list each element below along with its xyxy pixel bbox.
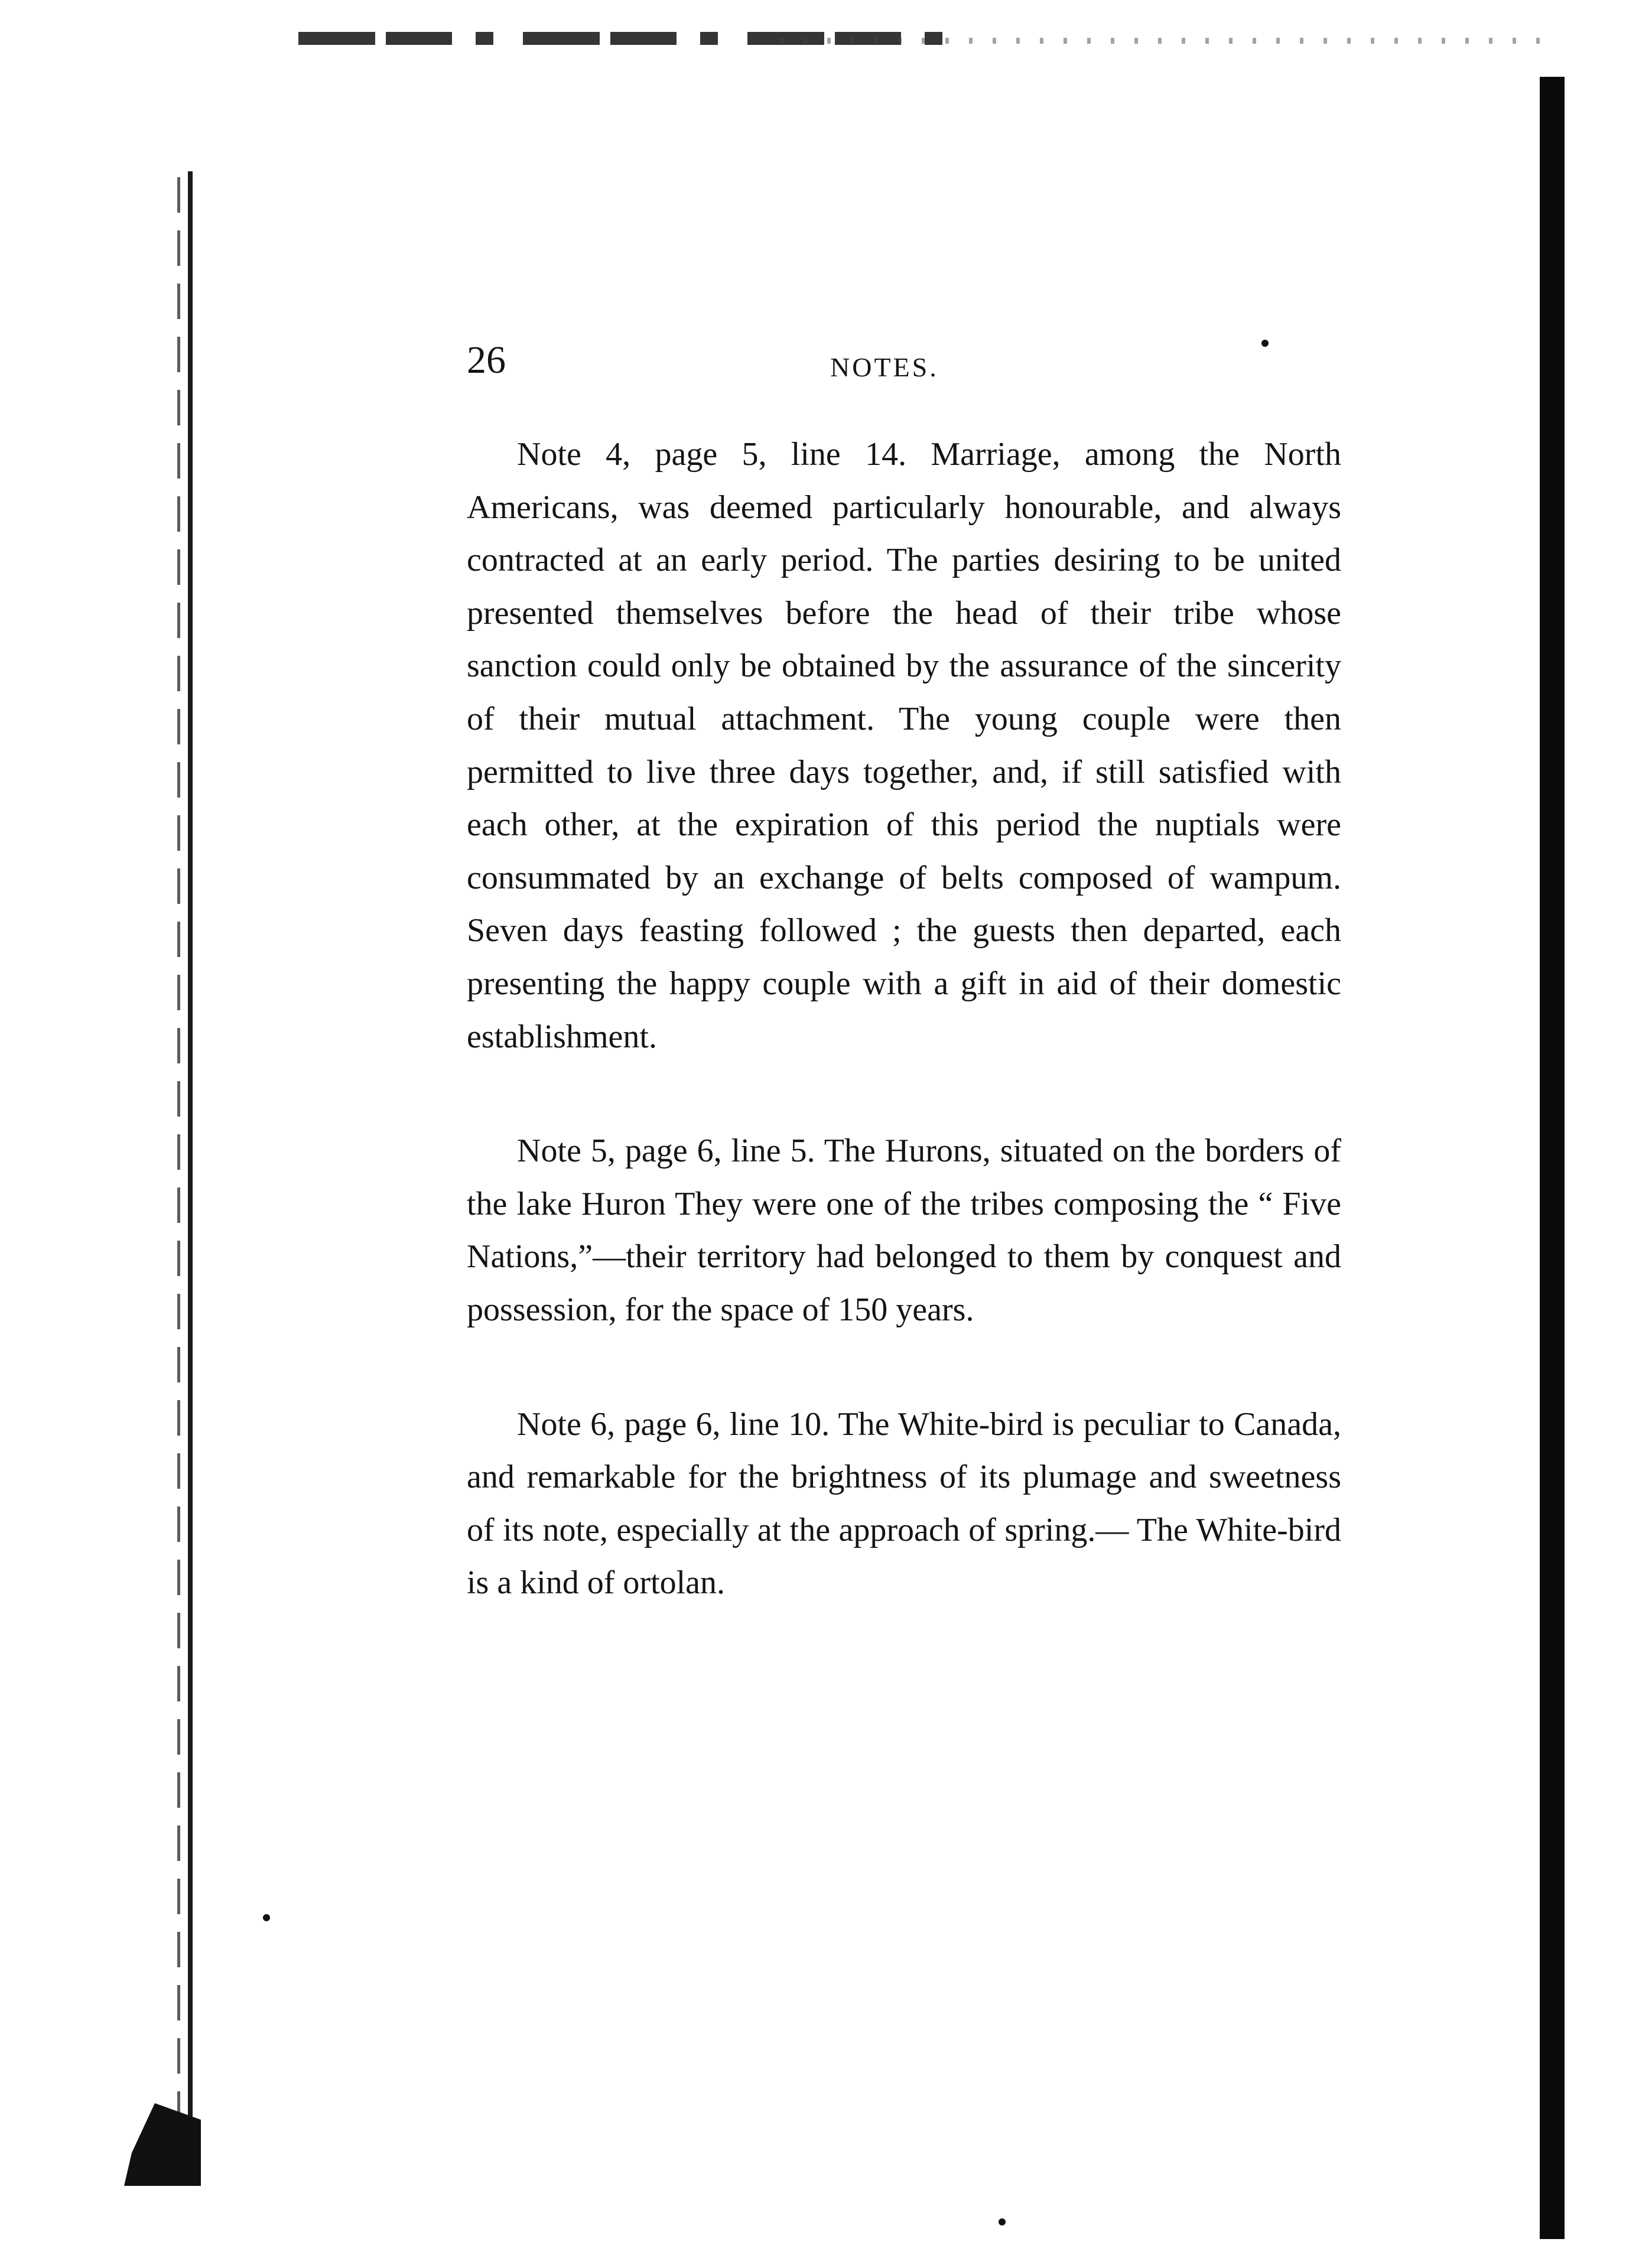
scan-speck xyxy=(263,1914,270,1921)
note-5-paragraph: Note 5, page 6, line 5. The Hurons, situated on the borders of the lake Huron They were one of the tribes composing the “ Five Nations,”—their territory had belonged to them by conquest and possession, for the space of 150 years. xyxy=(467,1133,1341,1328)
scan-noise-top xyxy=(780,38,1548,44)
scan-blot-bottom-left xyxy=(124,2103,201,2186)
running-title: NOTES. xyxy=(830,352,939,382)
note-6-paragraph: Note 6, page 6, line 10. The White-bird is peculiar to Canada, and remarkable for the brightness of its plumage and sweetness of its note, especially at the approach of spring.— The White-bird is a kind of ortolan. xyxy=(467,1405,1341,1602)
note-4-paragraph: Note 4, page 5, line 14. Marriage, among the North Americans, was deemed particularly honourable, and always contracted at an early period. The parties desiring to be united presented themselves before the head of their tribe whose sanction could only be obtained by the assurance of the sincerity of their mutual attachment. The young couple were then permitted to live three days together, and, if still satisfied with each other, at the expiration of this period the nuptials were consummated by an exchange of belts composed of wampum. Seven days feasting followed ; the guests then departed, each presenting the happy couple with a gift in aid of their domestic establishment. xyxy=(467,436,1341,1055)
running-head xyxy=(467,337,1341,390)
scan-speck xyxy=(999,2218,1006,2225)
binding-shadow-left xyxy=(188,171,193,2133)
page-number: 26 xyxy=(467,339,506,382)
page-edge-shadow-right xyxy=(1540,77,1565,2239)
book-page xyxy=(467,337,1341,1610)
binding-shadow-left-inner xyxy=(177,177,180,2127)
